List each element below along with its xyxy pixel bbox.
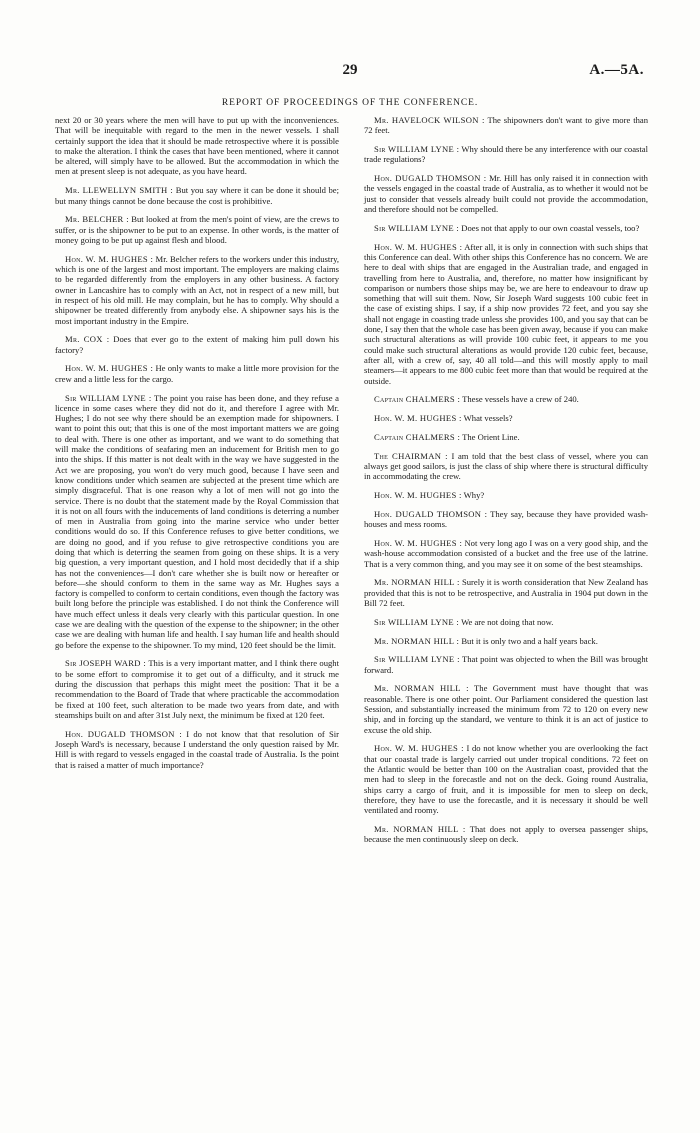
speaker-name: Sir WILLIAM LYNE : <box>374 222 460 233</box>
paper-reference: A.—5A. <box>589 62 644 78</box>
paragraph-text: Why should there be any interference with our coastal trade regulations? <box>364 144 648 165</box>
speaker-name: Sir WILLIAM LYNE : <box>374 616 460 627</box>
paragraph-text: What vessels? <box>463 413 513 424</box>
paragraph-text: Not very long ago I was on a very good ship, and the wash-house accommodation consisted of a bucket and the free use of the latrine. That is a very common thing, and you may see it on some of the best steamships. <box>364 538 648 569</box>
paragraph <box>364 451 648 482</box>
paragraph <box>364 115 648 136</box>
speaker-name: Hon. W. M. HUGHES : <box>374 413 462 424</box>
paragraph-text: next 20 or 30 years where the men will have to put up with the inconveniences. That will be inequitable with regard to the men in the newer vessels. I shall certainly support the idea that it should be made retrospective where it is possible to make the alteration. I think the cases that have been mentioned, where it cannot be altered, will simply have to be allowed. But the accommodation in which the men at present sleep is not adequate, as you have heard. <box>55 115 339 177</box>
paragraph-text: Surely it is worth consideration that New Zealand has provided that this is not to be retrospective, and Australia in 1904 put down in the Bill 72 feet. <box>364 577 648 608</box>
paragraph <box>364 617 648 627</box>
paragraph <box>364 577 648 608</box>
speaker-name: Sir JOSEPH WARD : <box>65 658 147 669</box>
paragraph <box>364 490 648 500</box>
paragraph <box>364 432 648 442</box>
paragraph-text: I do not know that that resolution of Sir Joseph Ward's is necessary, because I understand the only question raised by Mr. Hill is with regard to vessels engaged in the coastal trade of Australia. Is the point that is raised a matter of much importance? <box>55 728 339 770</box>
paragraph <box>55 393 339 650</box>
paragraph-text: I do not know whether you are overlooking the fact that our coastal trade is largely carried out under tropical conditions. 72 feet on the Atlantic would be better than 100 on the Australian coast, provided that the men had to sleep in the forecastle and not on the deck. Going round Australia, ships carry a cargo of fruit, and it is impossible for men to sleep on deck, therefore, they have to use the forecastle, and it is necessary it should be well ventilated and roomy. <box>364 743 648 816</box>
paragraph <box>364 636 648 646</box>
paragraph <box>55 658 339 720</box>
paragraph-text: Why? <box>463 490 485 501</box>
left-column <box>55 115 339 1120</box>
speaker-name: Sir WILLIAM LYNE : <box>65 392 152 403</box>
speaker-name: Hon. W. M. HUGHES : <box>374 743 464 754</box>
paragraph <box>55 185 339 206</box>
speaker-name: Mr. BELCHER : <box>65 214 129 225</box>
paragraph <box>364 413 648 423</box>
paragraph-text: The Orient Line. <box>462 431 520 442</box>
speaker-name: Mr. NORMAN HILL : <box>374 824 466 835</box>
speaker-name: Hon. DUGALD THOMSON : <box>374 173 487 184</box>
speaker-name: Sir WILLIAM LYNE : <box>374 654 460 665</box>
running-head: REPORT OF PROCEEDINGS OF THE CONFERENCE. <box>221 98 479 108</box>
paragraph <box>55 254 339 326</box>
speaker-name: Hon. W. M. HUGHES : <box>374 241 463 252</box>
paragraph-text: That point was objected to when the Bill was brought forward. <box>364 654 648 675</box>
paragraph <box>364 394 648 404</box>
paragraph-text: Mr. Belcher refers to the workers under this industry, which is one of the largest and most important. The employers are making claims to be regarded differently from the employers in any other business. A factory owner in Lancashire has to comply with an Act, not in respect of a new mill, but in respect of his old mill. He may complain, but he has to comply. Why should a shipowner be treated differently from anybody else. A shipowner says his is the most important industry in the Empire. <box>55 253 339 326</box>
paragraph <box>364 824 648 845</box>
paragraph-text: The Government must have thought that was reasonable. There is one other point. Our Parliament considered the question last Session, and substantially increased the minimum from 72 to 120 on every new ship, and in forcing up the standard, we venture to think it is an act of justice to excuse the old ship. <box>364 683 648 735</box>
paragraph <box>55 729 339 770</box>
speaker-name: Mr. NORMAN HILL : <box>374 683 469 694</box>
speaker-name: Sir WILLIAM LYNE : <box>374 144 460 155</box>
speaker-name: Hon. W. M. HUGHES : <box>65 363 154 374</box>
paragraph <box>364 538 648 569</box>
paragraph-text: This is a very important matter, and I think there ought to be some effort to compromise it to get out of a difficulty, and it struck me during the discussion that perhaps this might meet the position: That it be a recommendation to the Board of Trade that where practicable the accommodation be fixed at 100 feet, such alteration to be made two years from date, and with steamships built on and after 31st July next, the minimum be fixed at 120 feet. <box>55 658 339 720</box>
paragraph-text: That does not apply to oversea passenger ships, because the men continuously sleep on deck. <box>364 824 648 845</box>
speaker-name: Captain CHALMERS : <box>374 431 461 442</box>
paragraph-text: These vessels have a crew of 240. <box>462 394 579 405</box>
paragraph <box>364 654 648 675</box>
paragraph <box>364 242 648 386</box>
speaker-name: Hon. W. M. HUGHES : <box>65 253 154 264</box>
speaker-name: Hon. W. M. HUGHES : <box>374 490 462 501</box>
paragraph-text: The point you raise has been done, and they refuse a licence in some cases where they did not do it, and therefore I agree with Mr. Hughes; I do not see why there should be an exemption made for shipowners. I want to point this out; that this is one of the most important matters we are going to deal with. There is one other as important, and we want to do something that will make the conditions of seafaring men an inducement for British men to go into the ships. If this matter is not dealt with in the way we have suggested in the Act we are proposing, you won't do very much good, because I have seen and know conditions under which seamen are subjected at the present time which are simply disgraceful. That is one reason why a lot of men will not go into the service. There is no doubt that the statement made by the Royal Commission that it is not on all fours with the inducements of land conditions is deterring a number of men in Australia from going into the marine service who under better conditions would do so. If this Conference refuses to give better conditions, we are doing no good, and if you refuse to give retrospective conditions you are doing that which is deterring the seamen from going on these ships. It is a very big question, a very important question, and I hold most decidedly that if a ship has not the conveniences—I don't care whether she is built now or hereafter or before—she should conform to them in the same way as Mr. Hughes says a factory is compelled to conform to certain conditions, even though the factory was built long before the principle was established. I do not think the Conference will have much effect unless it deals very clearly with this particular question. In one case we are dealing with the question of the expense to the shipowner; in the other case we are dealing with human life and health. I say human life and health should go before the expense to the shipowner. To my mind, 120 feet should be the limit. <box>55 392 339 650</box>
speaker-name: Mr. COX : <box>65 334 110 345</box>
paragraph <box>55 115 339 177</box>
speaker-name: Captain CHALMERS : <box>374 394 461 405</box>
paragraph-text: He only wants to make a little more provision for the crew and a little less for the cargo. <box>55 363 339 384</box>
paragraph <box>364 743 648 815</box>
paragraph-text: Does that ever go to the extent of making him pull down his factory? <box>55 334 339 355</box>
paragraph <box>55 334 339 355</box>
paragraph-text: We are not doing that now. <box>461 616 554 627</box>
paragraph-text: I am told that the best class of vessel, where you can always get good sailors, is just the class of ship where there is structural difficulty in accommodating the crew. <box>364 450 648 482</box>
speaker-name: Hon. DUGALD THOMSON : <box>65 728 183 739</box>
paragraph-text: But it is only two and a half years back. <box>461 635 598 646</box>
speaker-name: Hon. DUGALD THOMSON : <box>374 508 488 519</box>
text-columns <box>55 115 648 1120</box>
right-column <box>364 115 648 1120</box>
speaker-name: The CHAIRMAN : <box>374 450 448 461</box>
speaker-name: Mr. HAVELOCK WILSON : <box>374 115 485 125</box>
paragraph <box>364 683 648 734</box>
paragraph <box>364 509 648 530</box>
paragraph-text: After all, it is only in connection with such ships that this Conference can deal. With other ships this Conference has no concern. We are here to deal with ships that are engaged in the Australian trade, and engaged in travelling from here to Australia, and, therefore, no matter how insignificant by comparison or numbers those ships may be, we are here to endeavour to draw up something that will suit them. Now, Sir Joseph Ward suggests 100 cubic feet in the case of existing ships. I say, if a ship now provides 72 feet, and you say she shall not engage in coasting trade unless she provides 100, and you say that can be done, I say then that the whole case has been given away, because if you can make such structural alterations as will provide 100 cubic feet, it appears to me you could make such structural alterations as would provide 120 cubic feet, because, after all, with a crew of, say, 40 all told—and this will mostly apply to mail steamers—it appears to me 800 cubic feet more than that would be required at the outside. <box>364 241 648 386</box>
paragraph <box>364 144 648 165</box>
paragraph <box>364 223 648 233</box>
paragraph <box>55 214 339 245</box>
speaker-name: Hon. W. M. HUGHES : <box>374 538 463 548</box>
paragraph-text: Mr. Hill has only raised it in connection with the vessels engaged in the coastal trade of Australia, as to whether it would not be just to consider that vessels already built could not provide the accommodation, and therefore should not be compelled. <box>364 173 648 215</box>
speaker-name: Mr. NORMAN HILL : <box>374 577 460 588</box>
paragraph <box>55 363 339 384</box>
paragraph-text: But looked at from the men's point of view, are the crews to suffer, or is the shipowner to be put to an expense. In other words, is the matter of money going to be put up against flesh and blood. <box>55 214 340 245</box>
page-number: 29 <box>342 62 358 78</box>
speaker-name: Mr. NORMAN HILL : <box>374 635 460 646</box>
paragraph <box>364 173 648 214</box>
speaker-name: Mr. LLEWELLYN SMITH : <box>65 185 174 196</box>
paragraph-text: The shipowners don't want to give more than 72 feet. <box>364 115 648 136</box>
paragraph-text: They say, because they have provided wash-houses and mess rooms. <box>364 508 648 530</box>
paragraph-text: Does not that apply to our own coastal vessels, too? <box>461 222 640 233</box>
paragraph-text: But you say where it can be done it should be; but many things cannot be done because the cost is prohibitive. <box>55 185 339 206</box>
